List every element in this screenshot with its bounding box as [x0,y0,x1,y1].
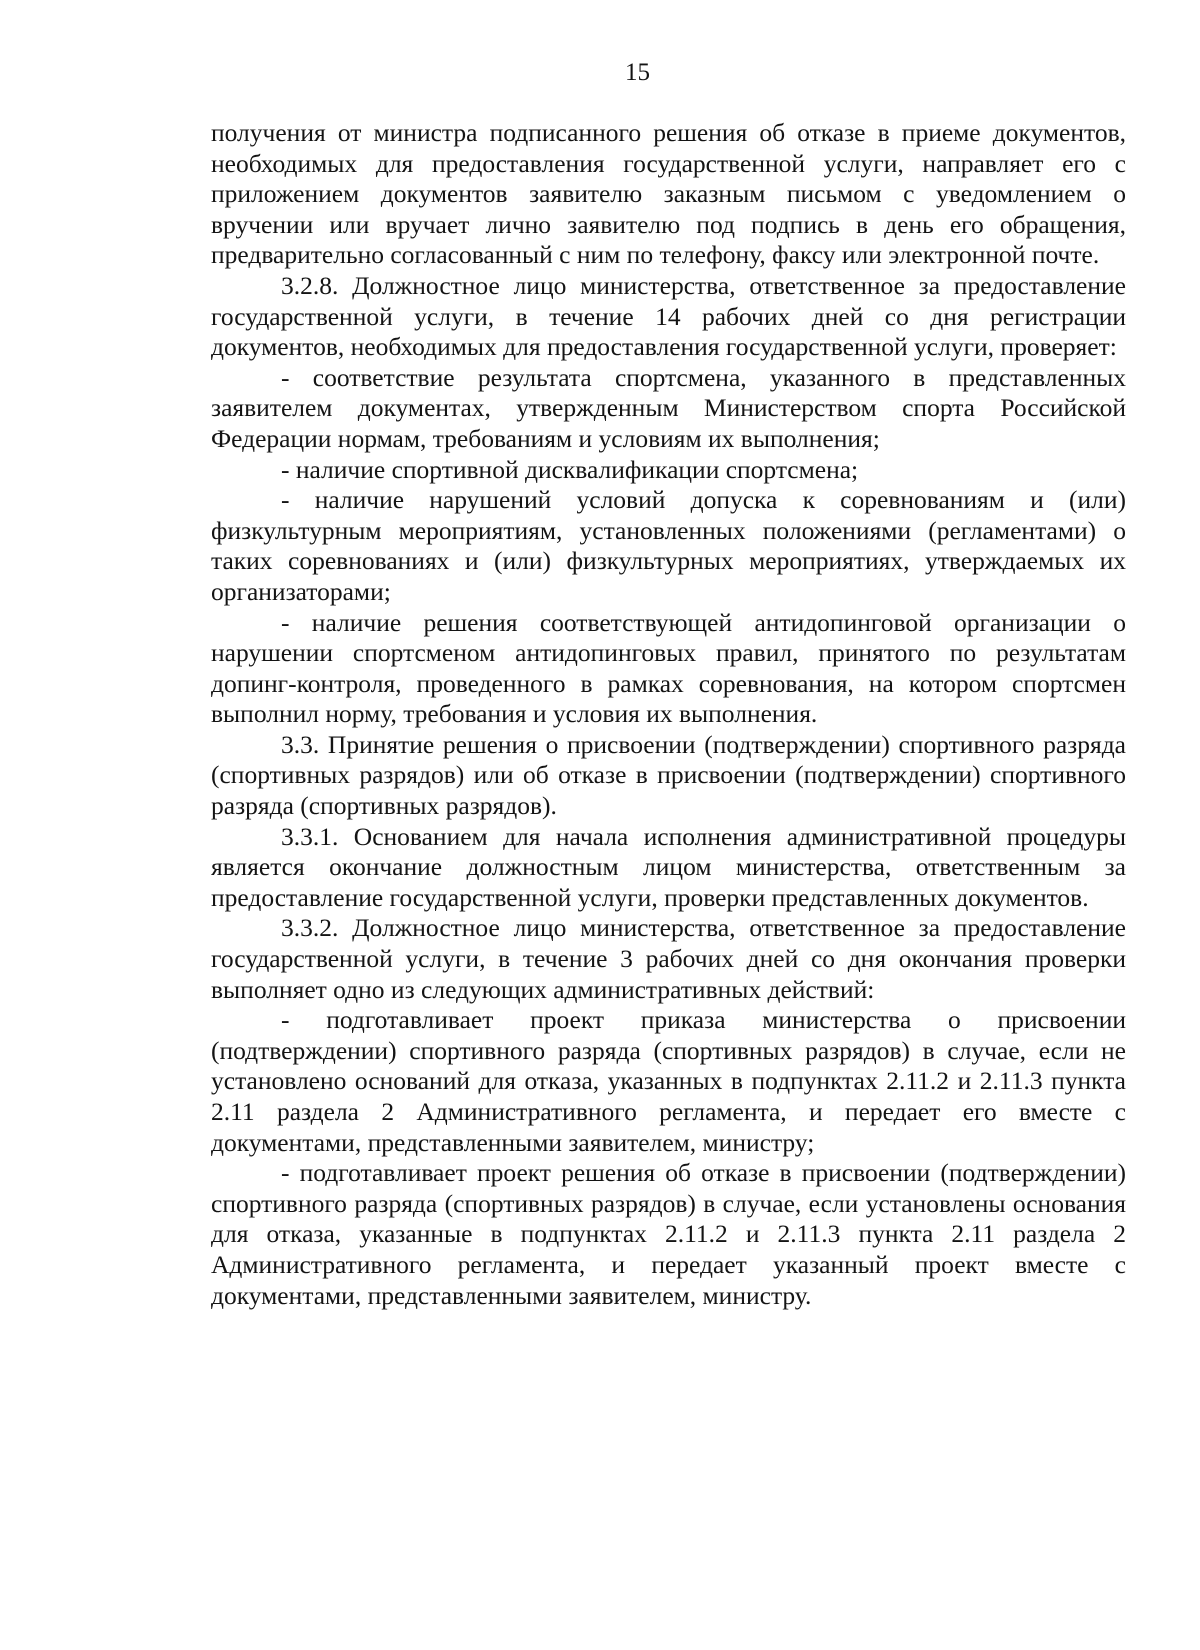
list-item-check-result: - соответствие результата спортсмена, указанного в представленных заявителем документах, утвержденным Министерством спорта Российской Федерации нормам, требованиям и условиям их выполнения; [211,362,1126,453]
list-item-check-antidoping: - наличие решения соответствующей антидопинговой организации о нарушении спортсменом антидопинговых правил, принятого по результатам допинг-контроля, проведенного в рамках соревнования, на котором спортсмен выполнил норму, требования и условия их выполнения. [211,607,1126,729]
list-item-prepare-order: - подготавливает проект приказа министерства о присвоении (подтверждении) спортивного разряда (спортивных разрядов) в случае, если не установлено оснований для отказа, указанных в подпунктах 2.11.2 и 2.11.3 пункта 2.11 раздела 2 Административного регламента, и передает его вместе с документами, представленными заявителем, министру; [211,1005,1126,1157]
paragraph-3-3-2: 3.3.2. Должностное лицо министерства, ответственное за предоставление государственной услуги, в течение 3 рабочих дней со дня окончания проверки выполняет одно из следующих административных действий: [211,913,1126,1004]
paragraph-3-2-8: 3.2.8. Должностное лицо министерства, ответственное за предоставление государственной услуги, в течение 14 рабочих дней со дня регистрации документов, необходимых для предоставления государственной услуги, проверяет: [211,270,1126,362]
paragraph-continuation: получения от министра подписанного решения об отказе в приеме документов, необходимых для предоставления государственной услуги, направляет его с приложением документов заявителю заказным письмом с уведомлением о вручении или вручает лично заявителю под подпись в день его обращения, предварительно согласованный с ним по телефону, факсу или электронной почте. [211,118,1126,270]
list-item-check-admission-violations: - наличие нарушений условий допуска к соревнованиям и (или) физкультурным мероприятиям, установленных положениями (регламентами) о таких соревнованиях и (или) физкультурных мероприятиях, утверждаемых их организаторами; [211,485,1126,606]
list-item-prepare-refusal: - подготавливает проект решения об отказе в присвоении (подтверждении) спортивного разряда (спортивных разрядов) в случае, если установлены основания для отказа, указанные в подпунктах 2.11.2 и 2.11.3 пункта 2.11 раздела 2 Административного регламента, и передает указанный проект вместе с документами, представленными заявителем, министру. [211,1158,1126,1310]
page-number: 15 [625,59,650,86]
document-body [211,118,1126,1311]
list-item-check-disqualification: - наличие спортивной дисквалификации спортсмена; [281,454,859,484]
paragraph-3-3-1: 3.3.1. Основанием для начала исполнения административной процедуры является окончание должностным лицом министерства, ответственным за предоставление государственной услуги, проверки представленных документов. [211,821,1126,912]
paragraph-3-3: 3.3. Принятие решения о присвоении (подтверждении) спортивного разряда (спортивных разрядов) или об отказе в присвоении (подтверждении) спортивного разряда (спортивных разрядов). [211,729,1126,821]
